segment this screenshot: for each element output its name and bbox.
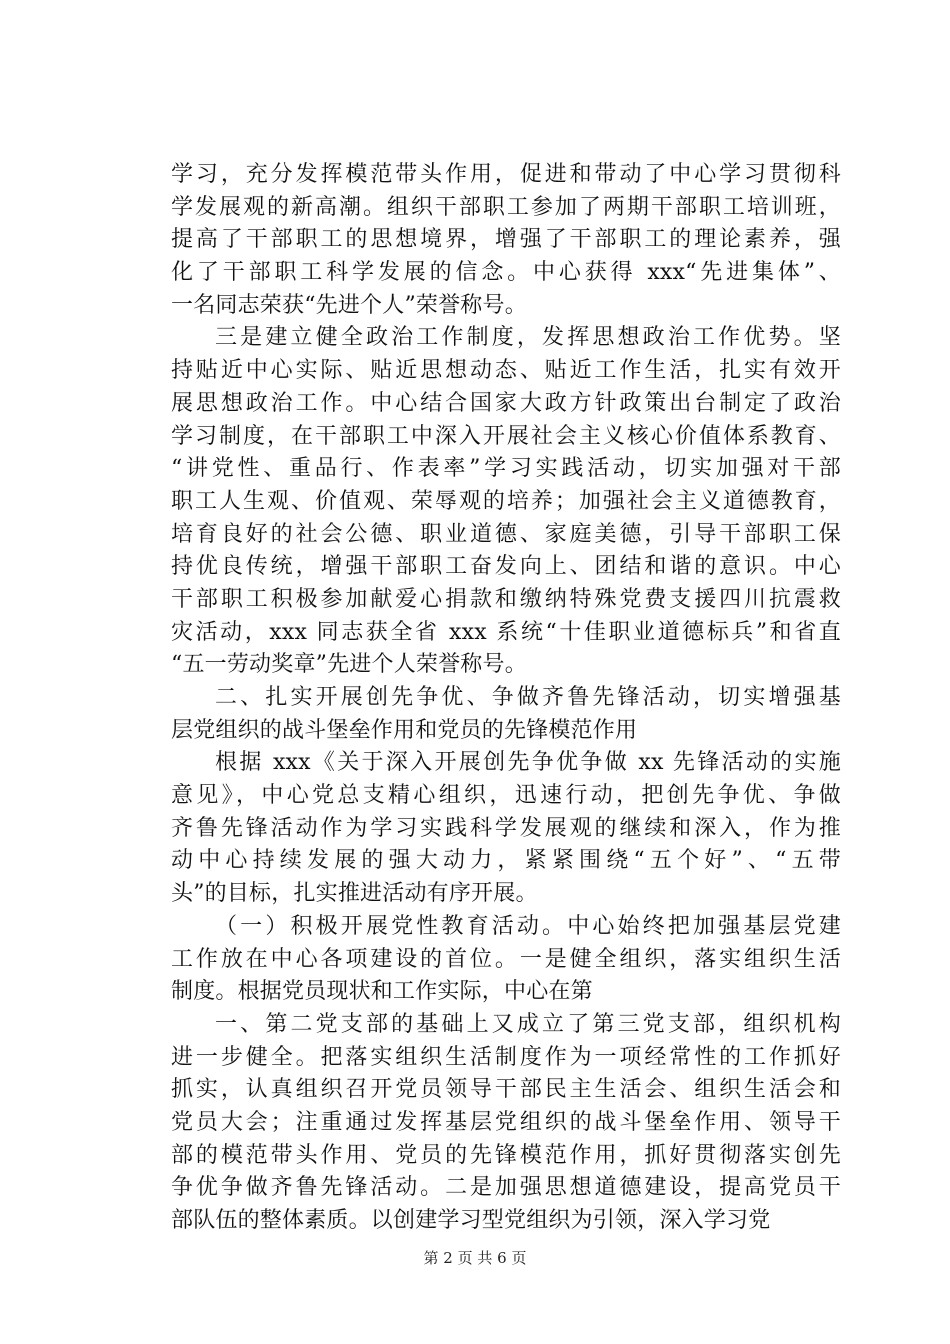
paragraph [171,747,841,910]
paragraph [171,1009,841,1238]
text-line: 党员大会；注重通过发挥基层党组织的战斗堡垒作用、领导干 [171,1109,841,1135]
text-line: 学习，充分发挥模范带头作用，促进和带动了中心学习贯彻科 [171,162,841,187]
text-line: 学发展观的新高潮。组织干部职工参加了两期干部职工培训班， [171,194,841,220]
paragraph [171,159,841,322]
text-line: 动中心持续发展的强大动力，紧紧围绕“五个好”、“五带 [171,848,841,874]
text-line: 干部职工积极参加献爱心捐款和缴纳特殊党费支援四川抗震救 [171,586,841,612]
text-line: 制度。根据党员现状和工作实际，中心在第 [171,979,593,1005]
page-footer: 第 2 页 共 6 页 [423,1249,527,1267]
text-line: 展思想政治工作。中心结合国家大政方针政策出台制定了政治 [171,390,841,416]
paragraph [171,322,841,682]
text-line: 职工人生观、价值观、荣辱观的培养；加强社会主义道德教育， [171,488,841,514]
text-line: 学习制度，在干部职工中深入开展社会主义核心价值体系教育、 [171,423,841,449]
text-line: “讲党性、重品行、作表率”学习实践活动，切实加强对干部 [171,456,841,482]
text-line: 培育良好的社会公德、职业道德、家庭美德，引导干部职工保 [171,521,841,547]
document-body [171,159,841,1238]
text-line: 部队伍的整体素质。以创建学习型党组织为引领，深入学习党 [171,1208,771,1233]
text-line: 头”的目标，扎实推进活动有序开展。 [171,881,538,907]
text-line: 争优争做齐鲁先锋活动。二是加强思想道德建设，提高党员干 [171,1175,841,1201]
text-line: 部的模范带头作用、党员的先锋模范作用，抓好贯彻落实创先 [171,1142,841,1168]
text-line: 一名同志荣获“先进个人”荣誉称号。 [171,292,527,318]
text-line: 意见》，中心党总支精心组织，迅速行动，把创先争优、争做 [171,783,841,809]
text-line: 进一步健全。把落实组织生活制度作为一项经常性的工作抓好 [171,1044,841,1070]
text-line: 三是建立健全政治工作制度，发挥思想政治工作优势。坚 [215,325,841,351]
text-line: “五一劳动奖章”先进个人荣誉称号。 [171,652,527,678]
text-line: 工作放在中心各项建设的首位。一是健全组织，落实组织生活 [171,946,841,972]
text-line: 层党组织的战斗堡垒作用和党员的先锋模范作用 [171,717,638,743]
text-line: 化了干部职工科学发展的信念。中心获得 xxx“先进集体”、 [171,260,841,286]
text-line: （一）积极开展党性教育活动。中心始终把加强基层党建 [215,913,841,939]
text-line: 灾活动，xxx 同志获全省 xxx 系统“十佳职业道德标兵”和省直 [171,619,841,645]
text-line: 齐鲁先锋活动作为学习实践科学发展观的继续和深入，作为推 [171,815,841,841]
text-line: 根据 xxx《关于深入开展创先争优争做 xx 先锋活动的实施 [215,750,841,776]
text-line: 持优良传统，增强干部职工奋发向上、团结和谐的意识。中心 [171,554,841,580]
paragraph [171,911,841,1009]
text-line: 一、第二党支部的基础上又成立了第三党支部，组织机构 [215,1011,841,1037]
text-line: 二、扎实开展创先争优、争做齐鲁先锋活动，切实增强基 [215,685,841,710]
paragraph [171,682,841,747]
text-line: 抓实，认真组织召开党员领导干部民主生活会、组织生活会和 [171,1077,841,1103]
text-line: 持贴近中心实际、贴近思想动态、贴近工作生活，扎实有效开 [171,358,841,384]
text-line: 提高了干部职工的思想境界，增强了干部职工的理论素养，强 [171,227,841,253]
